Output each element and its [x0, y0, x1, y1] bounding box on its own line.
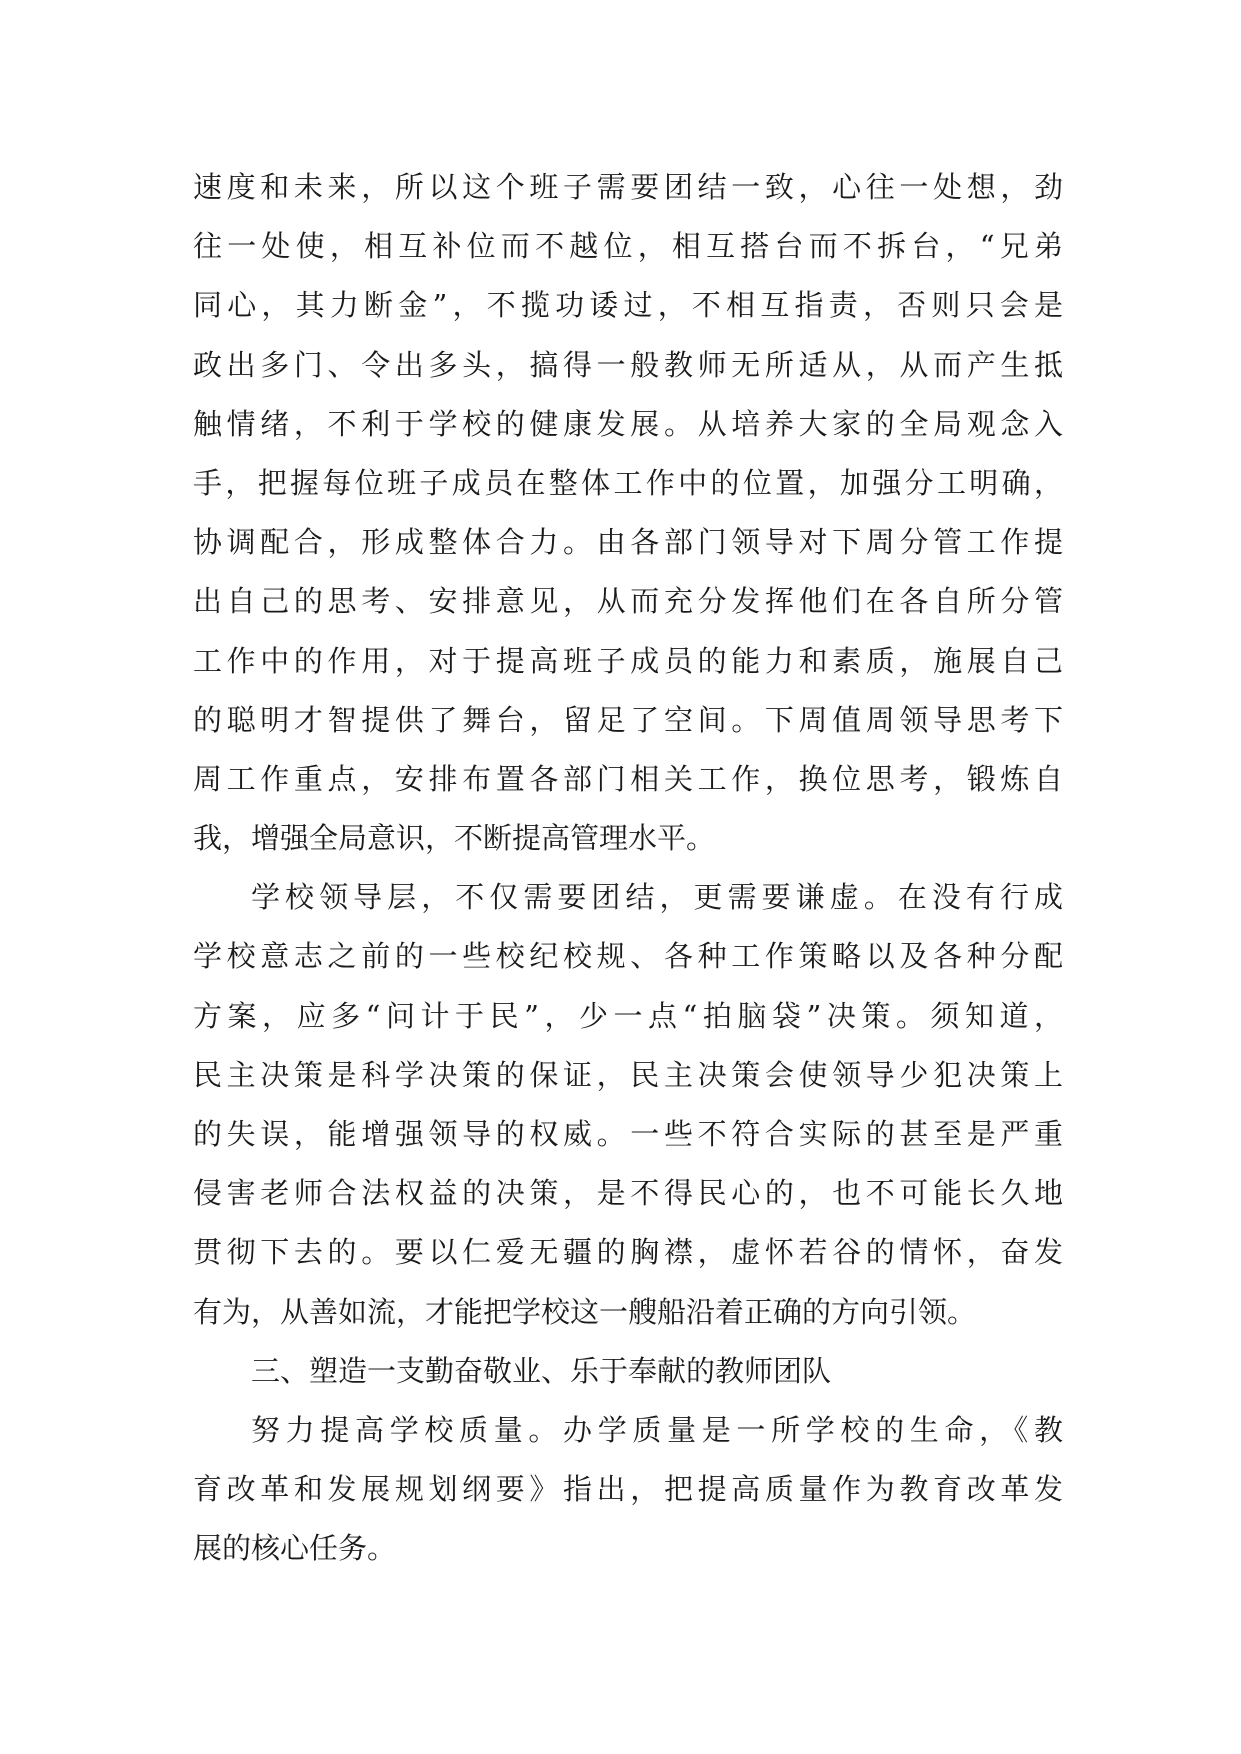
section-heading	[193, 1342, 1063, 1401]
paragraph	[193, 868, 1063, 1342]
text-line: 努力提高学校质量。办学质量是一所学校的生命，《教	[251, 1412, 1063, 1447]
paragraph	[193, 1401, 1063, 1579]
text-line: 周工作重点，安排布置各部门相关工作，换位思考，锻炼自	[193, 761, 1063, 796]
text-line: 方案，应多“问计于民”，少一点“拍脑袋”决策。须知道，	[193, 998, 1063, 1033]
text-line: 的失误，能增强领导的权威。一些不符合实际的甚至是严重	[193, 1117, 1063, 1151]
text-line: 速度和未来，所以这个班子需要团结一致，心往一处想，劲	[193, 170, 1063, 204]
text-line: 贯彻下去的。要以仁爱无疆的胸襟，虚怀若谷的情怀，奋发	[193, 1235, 1063, 1270]
text-line: 学校意志之前的一些校纪校规、各种工作策略以及各种分配	[193, 939, 1063, 974]
text-line: 我，增强全局意识，不断提高管理水平。	[193, 821, 716, 856]
text-line: 侵害老师合法权益的决策，是不得民心的，也不可能长久地	[193, 1176, 1063, 1211]
text-line: 触情绪，不利于学校的健康发展。从培养大家的全局观念入	[193, 406, 1063, 441]
document-body	[193, 158, 1063, 1579]
text-line: 政出多门、令出多头，搞得一般教师无所适从，从而产生抵	[193, 347, 1063, 382]
text-line: 协调配合，形成整体合力。由各部门领导对下周分管工作提	[193, 525, 1063, 560]
text-line: 有为，从善如流，才能把学校这一艘船沿着正确的方向引领。	[193, 1294, 977, 1329]
text-line: 往一处使，相互补位而不越位，相互搭台而不拆台，“兄弟	[193, 229, 1063, 264]
text-line: 的聪明才智提供了舞台，留足了空间。下周值周领导思考下	[193, 702, 1063, 737]
paragraph	[193, 158, 1063, 868]
text-line: 民主决策是科学决策的保证，民主决策会使领导少犯决策上	[193, 1057, 1063, 1092]
text-line: 展的核心任务。	[193, 1531, 397, 1566]
text-line: 出自己的思考、安排意见，从而充分发挥他们在各自所分管	[193, 584, 1063, 619]
text-line: 育改革和发展规划纲要》指出，把提高质量作为教育改革发	[193, 1472, 1063, 1507]
text-line: 三、塑造一支勤奋敬业、乐于奉献的教师团队	[251, 1353, 832, 1388]
text-line: 工作中的作用，对于提高班子成员的能力和素质，施展自己	[193, 643, 1063, 678]
text-line: 学校领导层，不仅需要团结，更需要谦虚。在没有行成	[251, 880, 1063, 915]
text-line: 同心，其力断金”，不揽功诿过，不相互指责，否则只会是	[193, 288, 1063, 323]
text-line: 手，把握每位班子成员在整体工作中的位置，加强分工明确，	[193, 465, 1063, 500]
